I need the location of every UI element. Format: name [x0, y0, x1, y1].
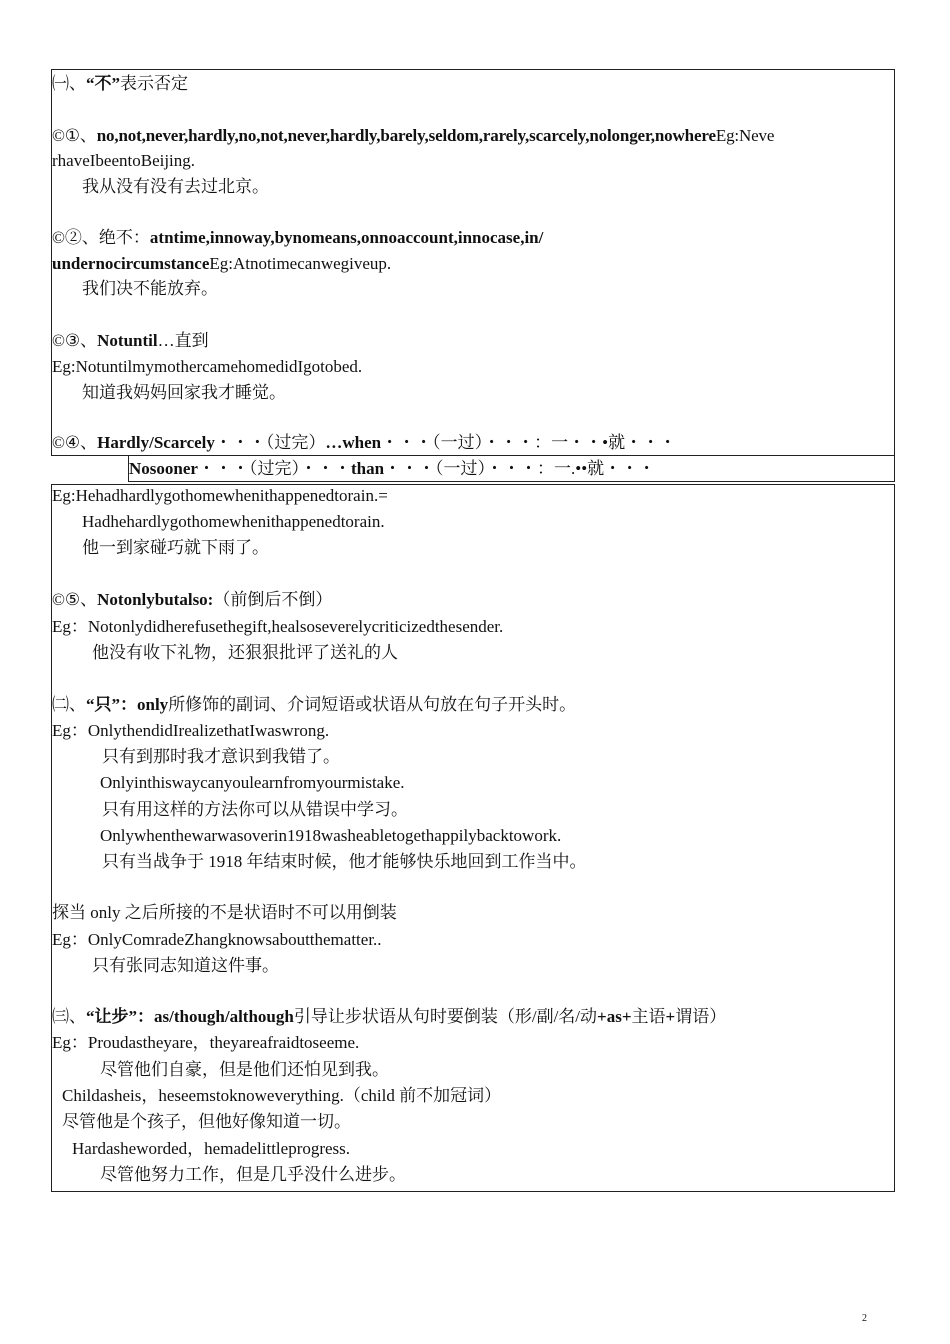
translation: 我们决不能放弃。 — [82, 279, 218, 298]
example-sentence: Onlywhenthewarwasoverin1918washeabletogethappilybacktowork. — [100, 826, 562, 845]
item-meaning: …直到 — [157, 331, 209, 350]
item-marker: ©④、 — [52, 433, 98, 452]
item4-line2 — [129, 456, 655, 482]
item-meaning: ・・・（过完） — [214, 433, 326, 452]
example-sentence: Hardasheworded，hemadelittleprogress. — [72, 1139, 351, 1158]
item-keywords: than — [350, 459, 385, 478]
item5-line — [52, 587, 332, 613]
item-keywords: Notonlybutalso: — [97, 590, 214, 609]
page-number: 2 — [862, 1313, 867, 1324]
negation-section-box — [51, 69, 895, 456]
item-marker: ©⑤、 — [52, 590, 98, 609]
example-sentence: rhaveIbeentoBeijing. — [52, 151, 196, 170]
heading-rest: 引导让步状语从句时要倒装（形/副/名/动 — [293, 1007, 598, 1026]
heading-bold: “不” — [86, 74, 120, 93]
heading-rest: 主语 — [631, 1007, 666, 1026]
translation: 他一到家碰巧就下雨了。 — [82, 538, 269, 557]
example-sentence: Onlyinthisway​canyoulearnfromyourmistake. — [100, 773, 405, 792]
heading-bold: + — [665, 1007, 676, 1026]
item-keywords: atntime,innoway,bynomeans,onnoaccount,innocase,in/ — [149, 228, 544, 247]
item2-line — [52, 225, 543, 251]
heading-bold: “让步”：as/though/although — [86, 1007, 294, 1026]
translation: 知道我妈妈回家我才睡觉。 — [82, 383, 286, 402]
translation: 只有用这样的方法你可以从错误中学习。 — [102, 800, 408, 819]
item-marker: ©②、绝不： — [52, 228, 150, 247]
example-sentence: Eg:NotuntilmymothercamehomedidIgotobed. — [52, 357, 363, 376]
item3-line — [52, 328, 209, 354]
heading-prefix: ㈢、 — [52, 1007, 86, 1026]
translation: 只有张同志知道这件事。 — [92, 956, 279, 975]
item-keywords: no,not,never,hardly,no,not,never,hardly,barely,seldom,rarely,scarcely,nolonger,nowhere — [96, 126, 716, 145]
heading-bold: +as+ — [597, 1007, 632, 1026]
translation: 他没有收下礼物，还狠狠批评了送礼的人 — [92, 643, 398, 662]
heading-prefix: ㈠、 — [52, 74, 86, 93]
translation: 尽管他们自豪，但是他们还怕见到我。 — [100, 1060, 389, 1079]
item-meaning: ・・・（过完）・・・ — [197, 459, 351, 478]
section2-heading — [52, 692, 576, 718]
example-start: Eg:Neve — [715, 126, 775, 145]
section1-heading — [52, 71, 188, 97]
item-meaning: （前倒后不倒） — [213, 590, 333, 609]
heading-bold: “只”：only — [86, 695, 169, 714]
item-keywords: Notuntil — [97, 331, 158, 350]
item-keywords: Nosooner — [129, 459, 198, 478]
heading-rest: 所修饰的副词、介词短语或状语从句放在句子开头时。 — [168, 695, 577, 714]
examples-section-box — [51, 484, 895, 1192]
item1-line — [52, 123, 774, 149]
note: 探当 only 之后所接的不是状语时不可以用倒装 — [52, 903, 397, 922]
item-meaning: ・・・（一过）・・・：一・・•就・・・ — [381, 433, 677, 452]
item-keywords: undernocircumstance — [52, 254, 210, 273]
heading-prefix: ㈡、 — [52, 695, 86, 714]
translation: 只有当战争于 1918 年结束时候，他才能够快乐地回到工作当中。 — [102, 852, 587, 871]
example-sentence: Eg：Proudastheyare，theyareafraidtoseeme. — [52, 1033, 360, 1052]
example-sentence: Hadhehardlygothomewhenithappenedtorain. — [82, 512, 385, 531]
item2-line2 — [52, 251, 391, 277]
item-keywords: …when — [325, 433, 382, 452]
translation: 只有到那时我才意识到我错了。 — [102, 747, 340, 766]
example-sentence: Eg：OnlythendidIrealizethatIwaswrong. — [52, 721, 330, 740]
item-marker: ©①、 — [52, 126, 97, 145]
example-sentence: Eg:Hehadhardlygothomewhenithappenedtorain.= — [52, 486, 388, 505]
translation: 尽管他努力工作，但是几乎没什么进步。 — [100, 1165, 406, 1184]
heading-rest: 谓语） — [675, 1007, 727, 1026]
example-sentence: Eg：Notonlydidherefusethegift,healsoseverelycriticizedthesender. — [52, 617, 504, 636]
item-marker: ©③、 — [52, 331, 98, 350]
heading-rest: 表示否定 — [120, 74, 188, 93]
example-sentence: Eg:Atnotimecanwegiveup. — [209, 254, 392, 273]
translation: 我从没有没有去过北京。 — [82, 177, 269, 196]
section3-heading — [52, 1004, 726, 1030]
translation: 尽管他是个孩子，但他好像知道一切。 — [62, 1112, 351, 1131]
example-sentence: Childasheis，heseemstoknoweverything.（child 前不加冠词） — [62, 1086, 502, 1105]
item-meaning: ・・・（一过）・・・：一.••就・・・ — [384, 459, 656, 478]
item4-line — [52, 430, 676, 456]
nosooner-row-box — [128, 455, 895, 482]
item-keywords: Hardly/Scarcely — [97, 433, 215, 452]
example-sentence: Eg：OnlyComradeZhangknowsaboutthematter.. — [52, 930, 382, 949]
